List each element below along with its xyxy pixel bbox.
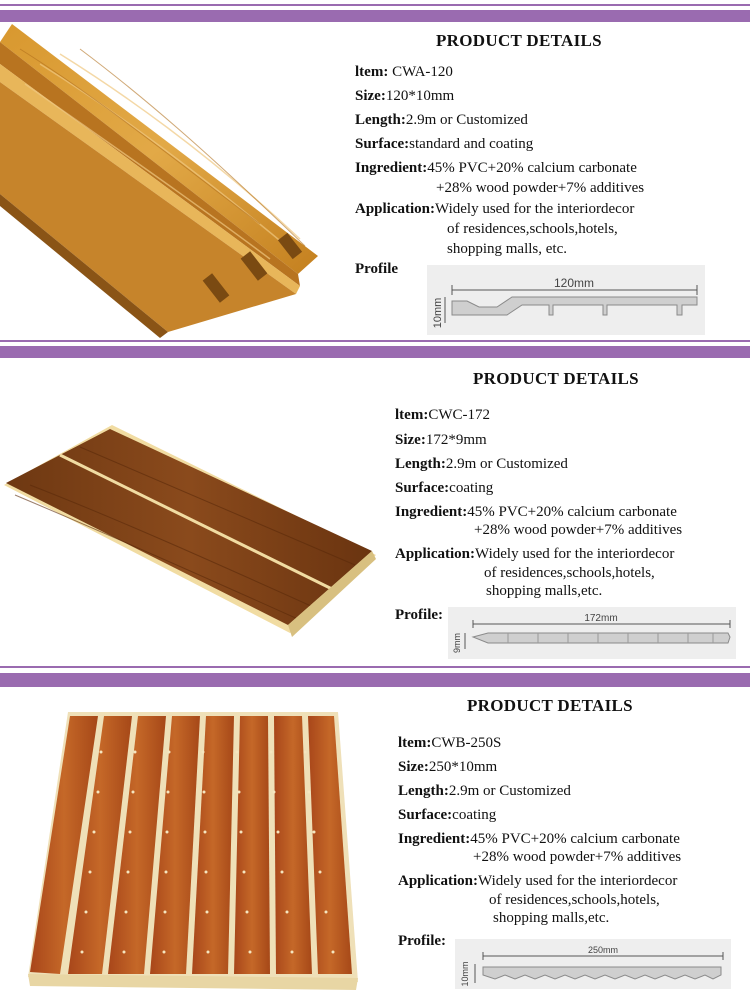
size-row: Size:172*9mm xyxy=(395,432,487,448)
section-title: PRODUCT DETAILS xyxy=(436,31,602,50)
surface-row: Surface:coating xyxy=(398,807,497,823)
divider-band xyxy=(0,664,750,690)
profile-label: Profile: xyxy=(395,607,444,623)
item-row: ltem:CWC-172 xyxy=(395,407,490,423)
surface-row: Surface:coating xyxy=(395,480,494,496)
ingredient-line-2: +28% wood powder+7% additives xyxy=(474,522,683,538)
divider-band xyxy=(0,338,750,362)
ingredient-row: Ingredient:45% PVC+20% calcium carbonate xyxy=(395,504,677,520)
application-line-2: of residences,schools,hotels, xyxy=(484,565,655,581)
application-row: Application:Widely used for the interiordecor xyxy=(355,201,635,217)
profile-label: Profile: xyxy=(398,933,447,949)
profile-label: Profile xyxy=(355,261,399,277)
profile-diagram-cwc-172 xyxy=(448,607,736,659)
size-row: Size:120*10mm xyxy=(355,88,455,104)
svg-text:9mm: 9mm xyxy=(452,633,462,653)
product-section-cwa-120 xyxy=(0,0,750,345)
svg-text:120mm: 120mm xyxy=(553,276,595,290)
ingredient-row: Ingredient:45% PVC+20% calcium carbonate xyxy=(398,831,680,847)
ingredient-line-2: +28% wood powder+7% additives xyxy=(436,180,645,196)
section-title: PRODUCT DETAILS xyxy=(467,696,633,715)
application-line-3: shopping malls,etc. xyxy=(493,910,610,926)
application-line-3: shopping malls, etc. xyxy=(447,241,567,257)
application-line-2: of residences,schools,hotels, xyxy=(489,892,660,908)
application-row: Application:Widely used for the interiordecor xyxy=(395,546,675,562)
section-title: PRODUCT DETAILS xyxy=(473,369,639,388)
length-row: Length:2.9m or Customized xyxy=(355,112,528,128)
profile-diagram-cwb-250s xyxy=(455,939,731,989)
svg-text:10mm: 10mm xyxy=(460,961,470,987)
product-image-cwa-120 xyxy=(0,24,330,339)
profile-diagram-cwa-120 xyxy=(427,265,705,335)
svg-text:172mm: 172mm xyxy=(584,613,618,624)
product-image-cwb-250s xyxy=(28,712,358,990)
application-row: Application:Widely used for the interiordecor xyxy=(398,873,678,889)
svg-text:10mm: 10mm xyxy=(432,297,444,329)
svg-text:250mm: 250mm xyxy=(587,945,619,955)
application-line-3: shopping malls,etc. xyxy=(486,583,603,599)
ingredient-line-2: +28% wood powder+7% additives xyxy=(473,849,682,865)
surface-row: Surface:standard and coating xyxy=(355,136,534,152)
ingredient-row: Ingredient:45% PVC+20% calcium carbonate xyxy=(355,160,637,176)
length-row: Length:2.9m or Customized xyxy=(395,456,568,472)
item-row: ltem: CWA-120 xyxy=(355,64,453,80)
length-row: Length:2.9m or Customized xyxy=(398,783,571,799)
item-row: ltem:CWB-250S xyxy=(398,735,502,751)
size-row: Size:250*10mm xyxy=(398,759,498,775)
application-line-2: of residences,schools,hotels, xyxy=(447,221,618,237)
product-image-cwc-172 xyxy=(0,425,380,640)
